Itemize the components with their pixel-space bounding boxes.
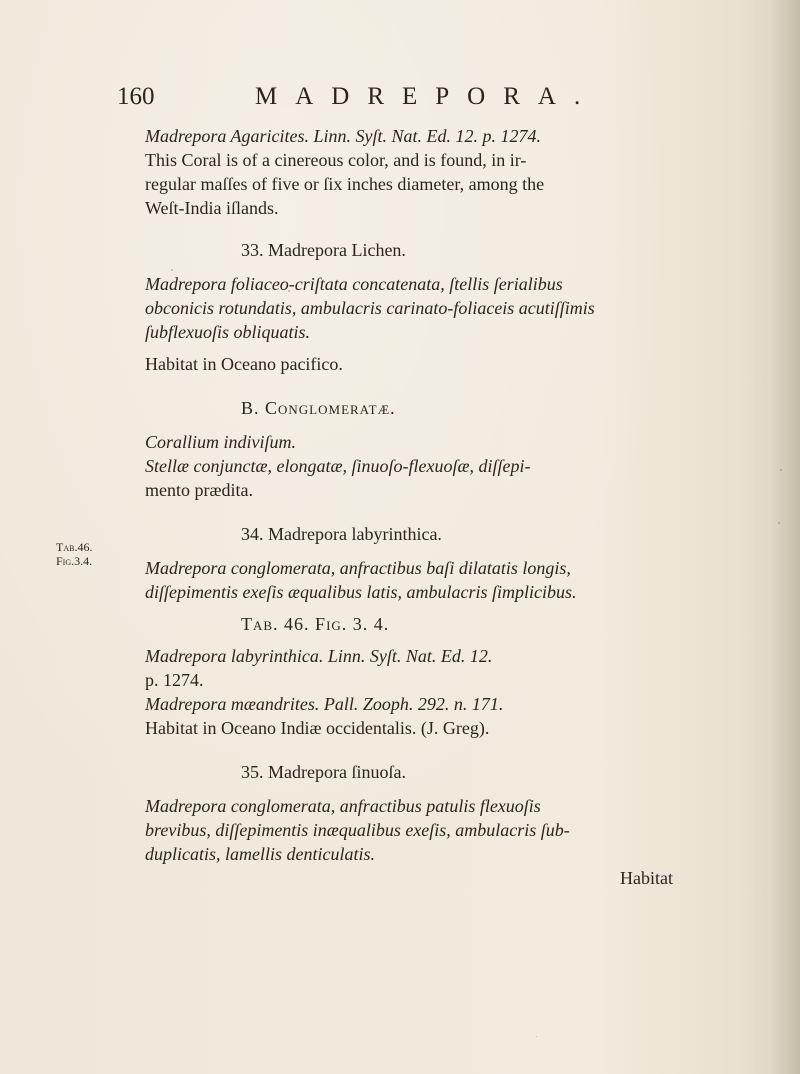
lichen-habitat: Habitat in Oceano pacifico. [145,354,343,374]
paper-speck [780,469,782,471]
lichen-description-line-1: Madrepora foliaceo-criſtata concatenata, ſtellis ſerialibus [145,274,563,294]
running-head: MADREPORA. [255,83,599,110]
agaricites-reference: Madrepora Agaricites. Linn. Syſt. Nat. Ed. 12. p. 1274. [145,126,541,146]
catchword: Habitat [620,868,673,888]
paper-speck [778,522,780,524]
page-edge-shadow [770,0,800,1074]
sinuosa-heading: 35. Madrepora ſinuoſa. [241,762,406,782]
conglomeratae-description-line-2: Stellæ conjunctæ, elongatæ, ſinuoſo-flexuoſæ, diſſepi- [145,456,531,476]
conglomeratae-description-line-3: mento prædita. [145,480,253,500]
labyrinthica-heading: 34. Madrepora labyrinthica. [241,524,442,544]
labyrinthica-description-line-2: diſſepimentis exeſis æqualibus latis, ambulacris ſimplicibus. [145,582,577,602]
page-header [117,82,637,116]
conglomeratae-description-line-1: Corallium indiviſum. [145,432,297,452]
labyrinthica-description-line-1: Madrepora conglomerata, anfractibus baſi dilatatis longis, [145,558,571,578]
sinuosa-description-line-2: brevibus, diſſepimentis inæqualibus exeſis, ambulacris ſub- [145,820,570,840]
sinuosa-description-line-1: Madrepora conglomerata, anfractibus patulis flexuoſis [145,796,541,816]
labyrinthica-plate-reference: Tab. 46. Fig. 3. 4. [241,614,390,634]
page-number: 160 [117,83,155,110]
agaricites-description-line-2: regular maſſes of five or ſix inches diameter, among the [145,174,545,194]
paper-speck [171,269,173,271]
sinuosa-description-line-3: duplicatis, lamellis denticulatis. [145,844,375,864]
labyrinthica-habitat: Habitat in Oceano Indiæ occidentalis. (J. Greg). [145,718,490,738]
agaricites-description-line-1: This Coral is of a cinereous color, and is found, in ir- [145,150,527,170]
conglomeratae-section-heading: B. Conglomeratæ. [241,398,396,418]
labyrinthica-reference-line-1: Madrepora labyrinthica. Linn. Syſt. Nat. Ed. 12. [145,646,493,666]
margin-note-line-2: Fig.3.4. [56,554,93,568]
agaricites-description-line-3: Weſt-India iſlands. [145,198,279,218]
lichen-heading: 33. Madrepora Lichen. [241,240,406,260]
labyrinthica-reference-line-3: Madrepora mæandrites. Pall. Zooph. 292. n. 171. [145,694,504,714]
lichen-description-line-2: obconicis rotundatis, ambulacris carinato-foliaceis acutiſſimis [145,298,595,318]
labyrinthica-reference-line-2: p. 1274. [145,670,204,690]
margin-note-line-1: Tab.46. [56,540,93,554]
paper-speck [288,290,290,292]
margin-plate-reference [56,540,92,568]
paper-speck [536,1036,537,1037]
main-text [145,124,700,890]
lichen-description-line-3: ſubflexuoſis obliquatis. [145,322,310,342]
